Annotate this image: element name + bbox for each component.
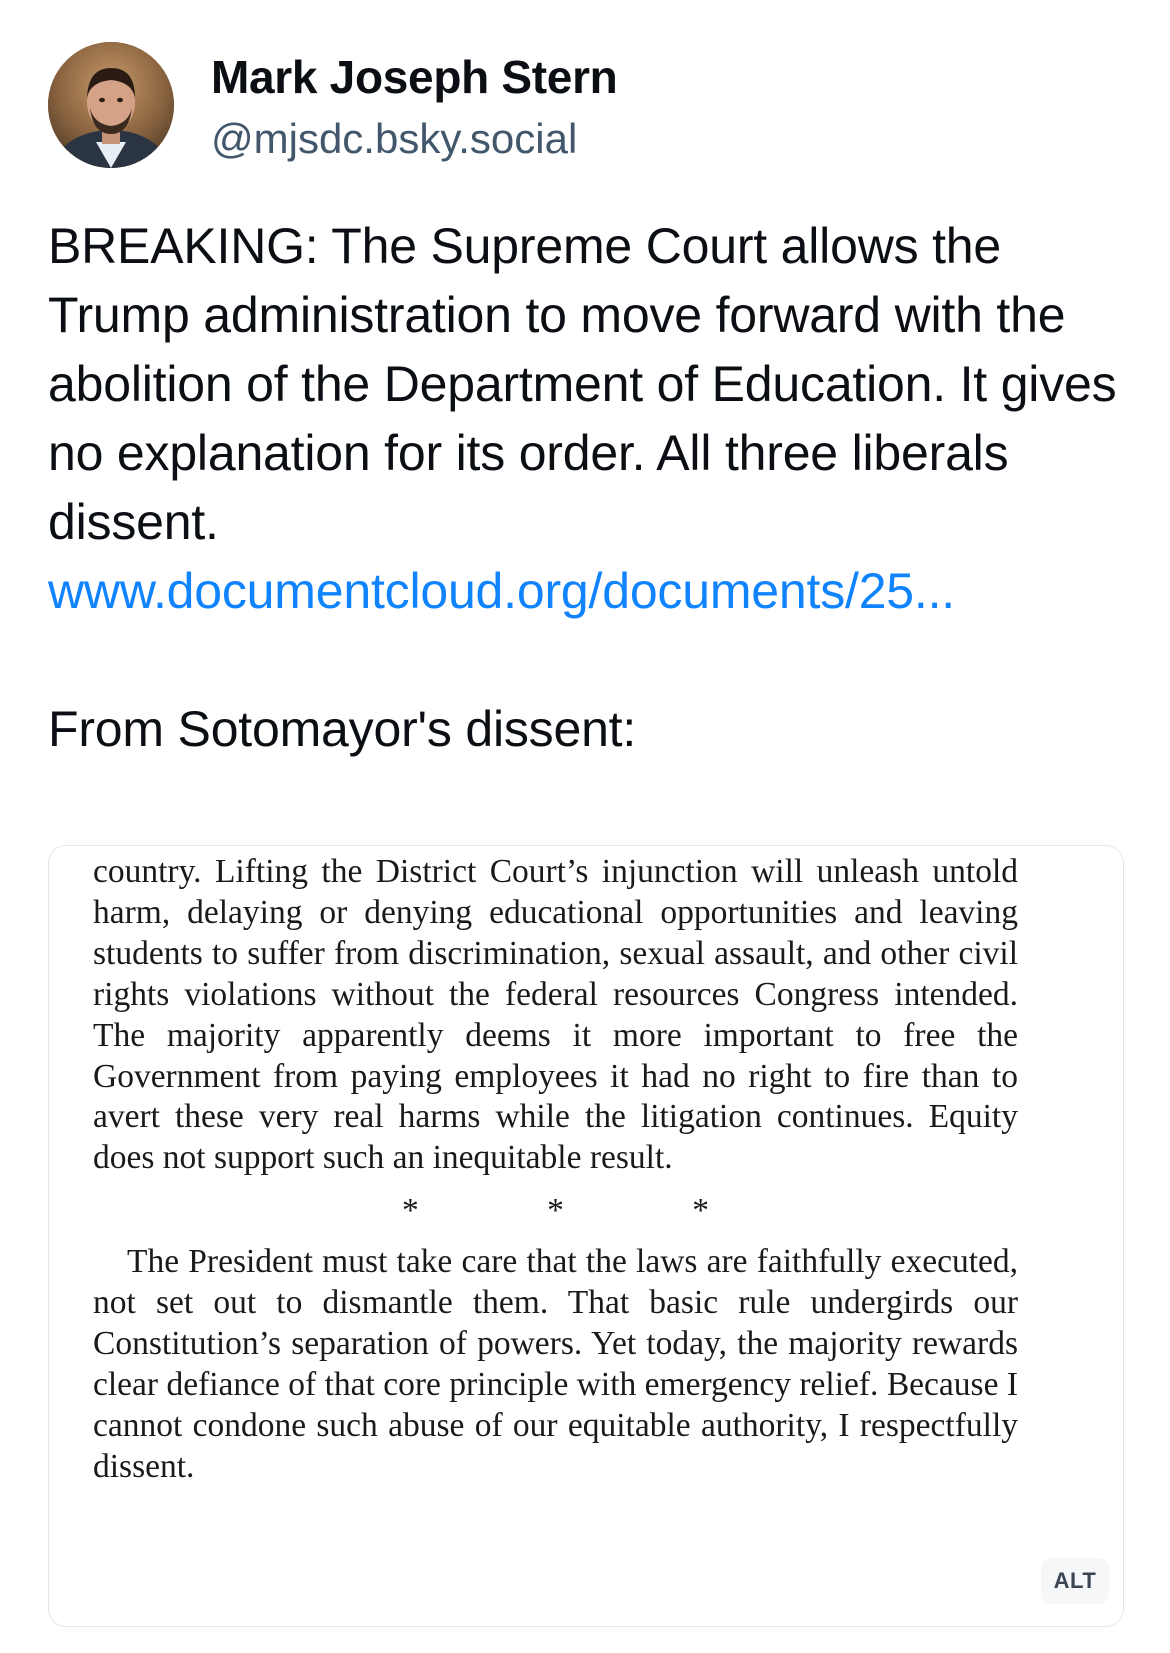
section-separator: * * * — [402, 1192, 769, 1230]
embedded-image[interactable] — [48, 845, 1124, 1627]
post-text-breaking: BREAKING: The Supreme Court allows the Trump administration to move forward with the abolition of the Department of Education. It gives no explanation for its order. All three liberals dissent. — [48, 218, 1117, 550]
avatar[interactable] — [48, 42, 174, 168]
alt-text-button[interactable]: ALT — [1041, 1558, 1109, 1604]
dissent-excerpt — [93, 852, 1018, 1488]
post-paragraph-quote-intro: From Sotomayor's dissent: — [48, 701, 637, 757]
post-paragraph — [48, 212, 1123, 626]
dissent-paragraph-2: The President must take care that the laws are faithfully executed, not set out to dismantle them. That basic rule undergirds our Constitution’s separation of powers. Yet today, the majority rewards clear defiance of that core principle with emergency relief. Because I cannot condone such abuse of our equitable authority, I respectfully dissent. — [93, 1243, 1018, 1485]
avatar-photo-icon — [48, 42, 174, 168]
display-name[interactable]: Mark Joseph Stern — [211, 51, 618, 103]
document-link[interactable]: www.documentcloud.org/documents/25... — [48, 563, 955, 619]
post-body — [48, 212, 1123, 764]
dissent-paragraph-1: country. Lifting the District Court’s injunction will unleash untold harm, delaying or denying educational opportunities and leaving students to suffer from discrimination, sexual assault, and other civil rights violations without the federal resources Congress intended. The majority apparently deems it more important to free the Government from paying employees it had no right to fire than to avert these very real harms while the litigation continues. Equity does not support such an inequitable result. — [93, 853, 1018, 1177]
post-header — [48, 42, 1118, 174]
user-handle[interactable]: @mjsdc.bsky.social — [211, 115, 578, 162]
